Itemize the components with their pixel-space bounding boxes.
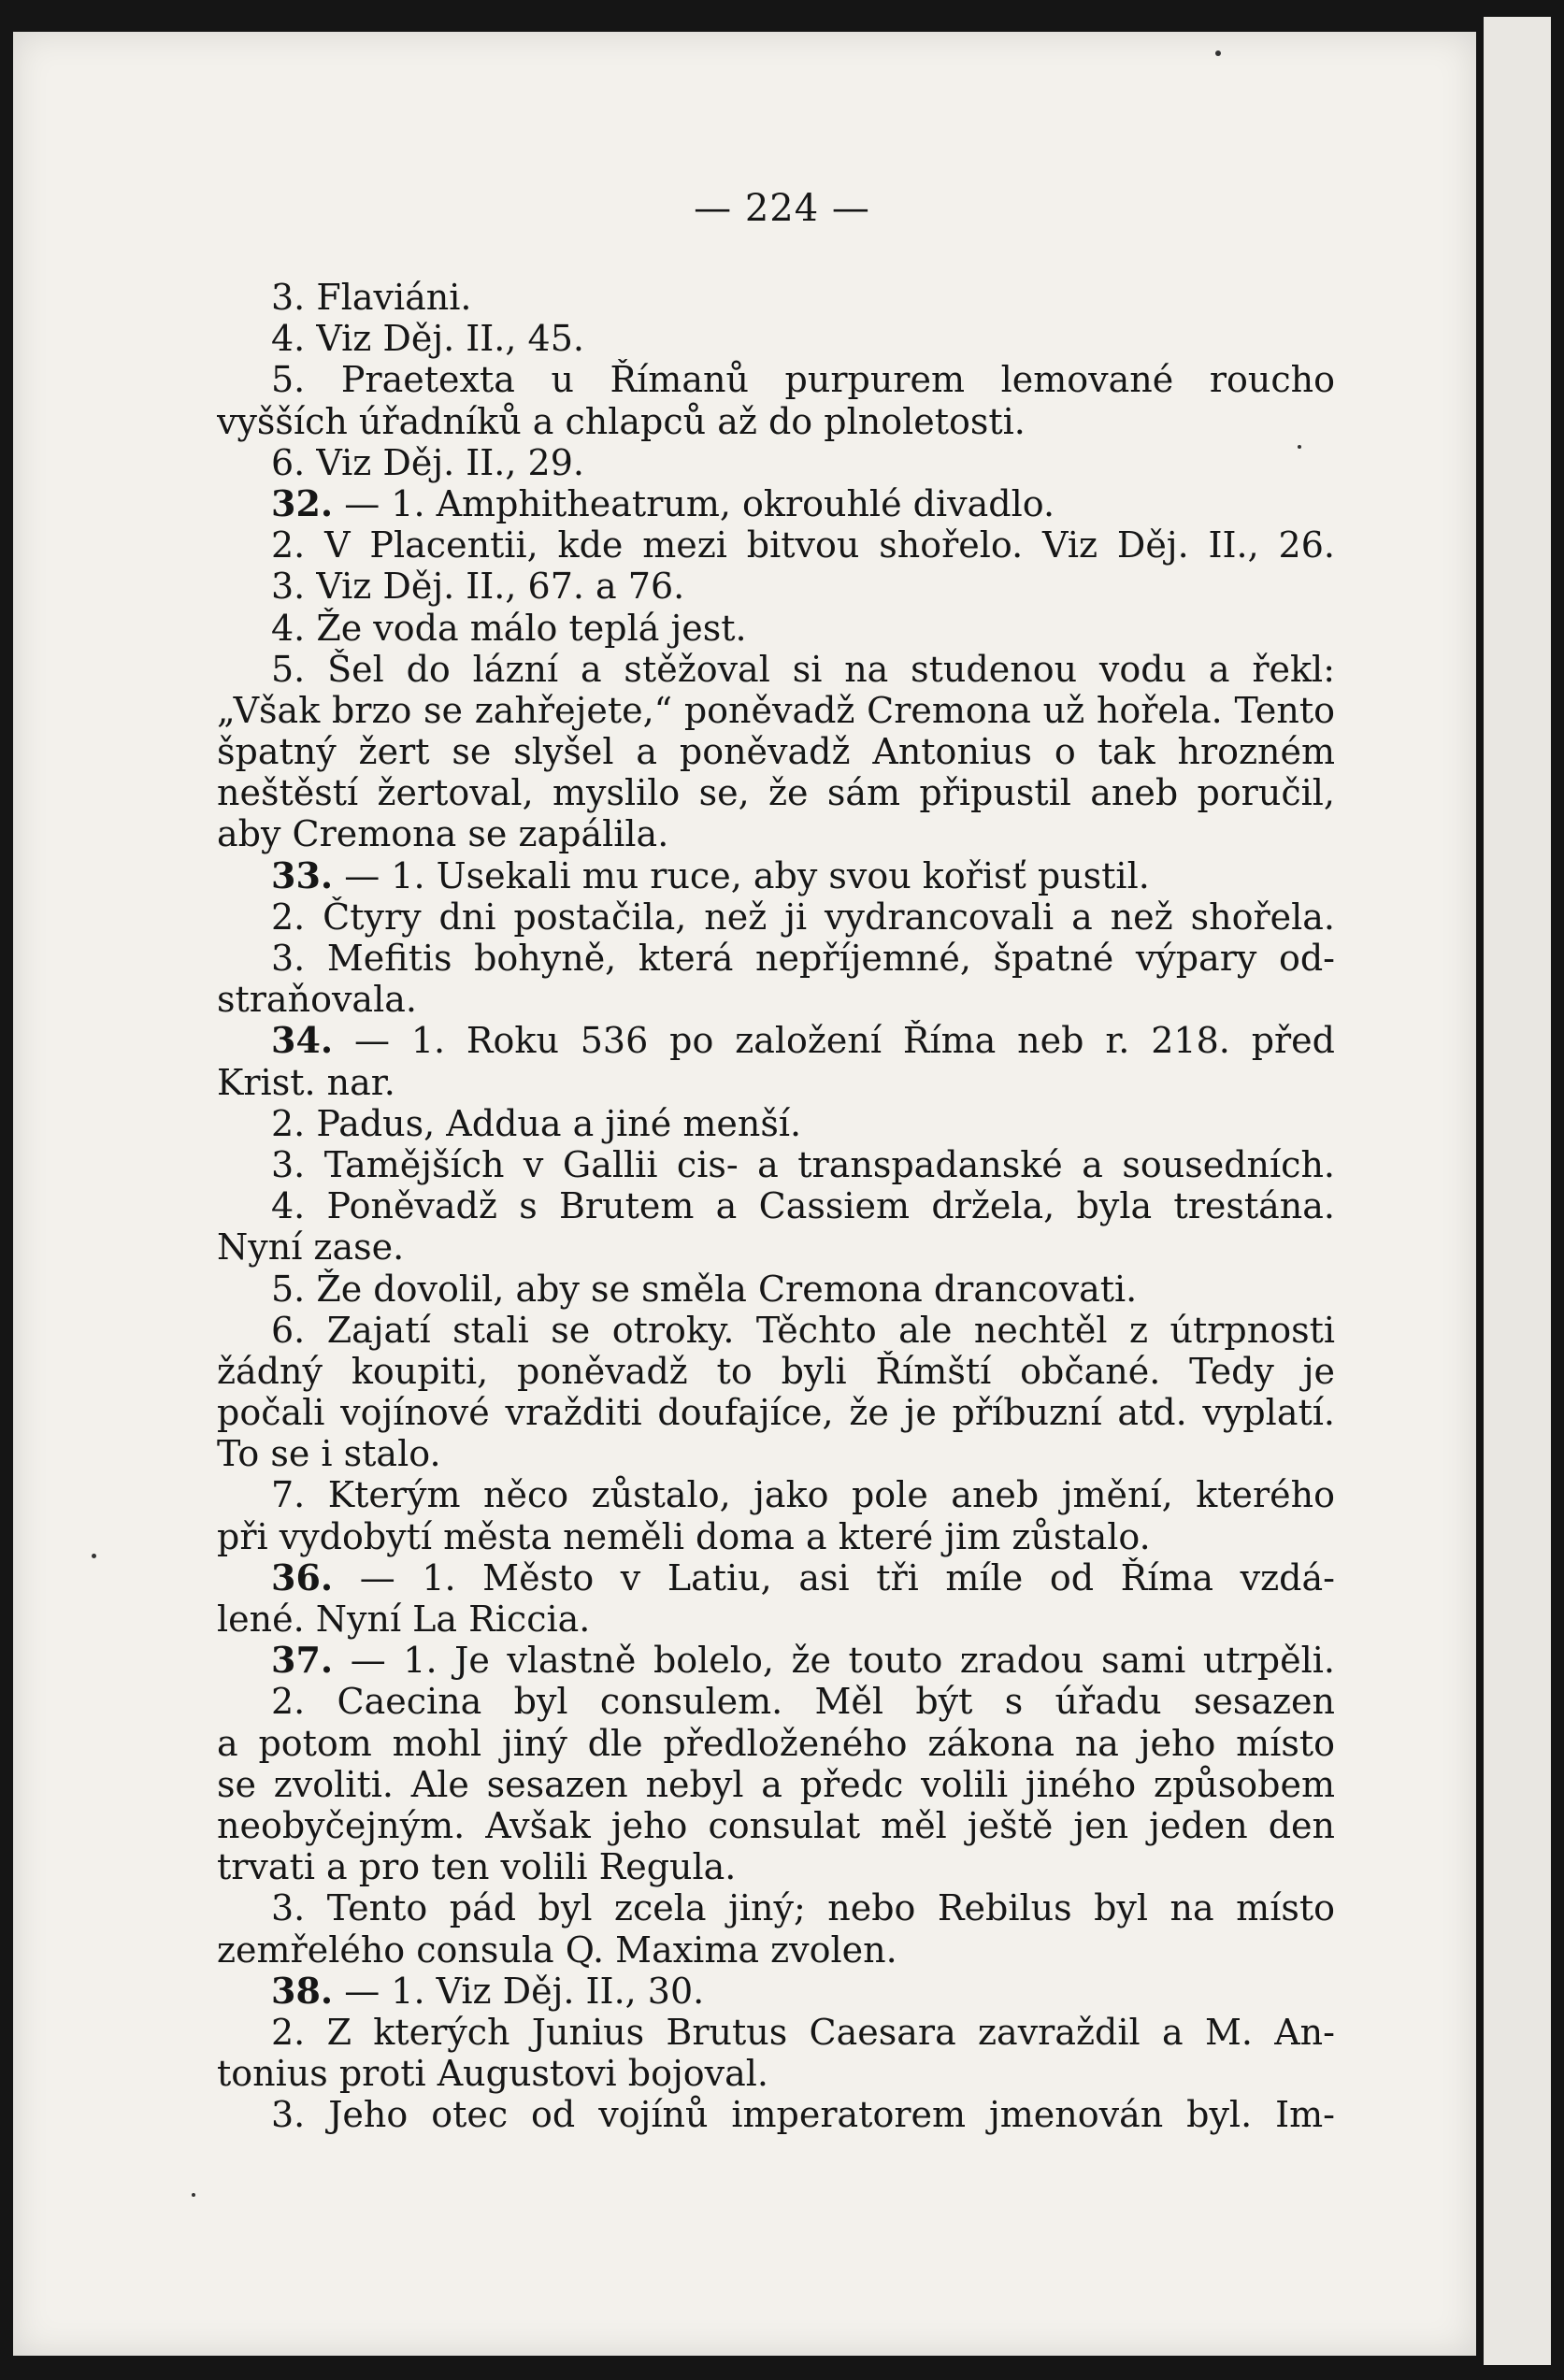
- text-line: počali vojínové vražditi doufajíce, že je příbuzní atd. vyplatí.: [217, 1392, 1335, 1434]
- text-line: při vydobytí města neměli doma a které jim zůstalo.: [217, 1515, 1151, 1557]
- text-line: 4. Viz Děj. II., 45.: [271, 318, 584, 360]
- text-line: 3. Mefitis bohyně, která nepříjemné, špatné výpary od-: [271, 938, 1335, 979]
- section-number: 33.: [271, 854, 334, 896]
- text-line: 2. Z kterých Junius Brutus Caesara zavraždil a M. An-: [271, 2011, 1335, 2053]
- scan-speck: [92, 1554, 96, 1558]
- scan-speck: [1215, 50, 1221, 56]
- text-line: žádný koupiti, poněvadž to byli Římští občané. Tedy je: [217, 1350, 1335, 1392]
- text-line: 5. Šel do lázní a stěžoval si na studenou vodu a řekl:: [271, 648, 1335, 690]
- page-number: — 224 —: [694, 187, 870, 230]
- text-line: neobyčejným. Avšak jeho consulat měl ještě jen jeden den: [217, 1804, 1335, 1846]
- text-line: Krist. nar.: [217, 1061, 395, 1103]
- text-line: 3. Tamějších v Gallii cis- a transpadanské a sousedních.: [271, 1143, 1335, 1185]
- text-line: a potom mohl jiný dle předloženého zákona na jeho místo: [217, 1722, 1335, 1764]
- text-line: 3. Tento pád byl zcela jiný; nebo Rebilus byl na místo: [271, 1887, 1335, 1929]
- text-line: Nyní zase.: [217, 1226, 405, 1269]
- text-line: 37. — 1. Je vlastně bolelo, že touto zradou sami utrpěli.: [271, 1640, 1335, 1682]
- text-line: zemřelého consula Q. Maxima zvolen.: [217, 1928, 897, 1971]
- text-line: 38. — 1. Viz Děj. II., 30.: [271, 1970, 705, 2012]
- text-line: 32. — 1. Amphitheatrum, okrouhlé divadlo.: [271, 482, 1055, 524]
- text-line: 6. Zajatí stali se otroky. Těchto ale nechtěl z útrpnosti: [271, 1309, 1335, 1351]
- facing-page-edge: [1484, 17, 1551, 2365]
- text-line: 2. Čtyry dni postačila, než ji vydrancovali a než shořela.: [271, 896, 1335, 938]
- text-line: 5. Praetexta u Římanů purpurem lemované roucho: [271, 359, 1335, 401]
- text-line: 3. Viz Děj. II., 67. a 76.: [271, 566, 685, 608]
- text-line: trvati a pro ten volili Regula.: [217, 1846, 737, 1888]
- section-number: 37.: [271, 1640, 334, 1682]
- text-line: To se i stalo.: [217, 1433, 441, 1475]
- text-line: straňovala.: [217, 979, 417, 1021]
- text-line: 36. — 1. Město v Latiu, asi tři míle od Říma vzdá-: [271, 1556, 1335, 1599]
- section-number: 34.: [271, 1020, 334, 1062]
- text-line: špatný žert se slyšel a poněvadž Antonius o tak hrozném: [217, 731, 1335, 773]
- text-line: „Však brzo se zahřejete,“ poněvadž Cremona už hořela. Tento: [217, 689, 1335, 731]
- text-line: 34. — 1. Roku 536 po založení Říma neb r. 218. před: [271, 1020, 1335, 1062]
- text-line: neštěstí žertoval, myslilo se, že sám připustil aneb poručil,: [217, 772, 1335, 814]
- text-line: vyšších úřadníků a chlapců až do plnoletosti.: [217, 400, 1026, 442]
- section-number: 32.: [271, 482, 334, 524]
- text-line: 7. Kterým něco zůstalo, jako pole aneb jmění, kterého: [271, 1474, 1335, 1516]
- text-line: tonius proti Augustovi bojoval.: [217, 2053, 768, 2095]
- text-line: 4. Že voda málo teplá jest.: [271, 607, 747, 649]
- scan-speck: [192, 2193, 195, 2197]
- text-line: 33. — 1. Usekali mu ruce, aby svou kořisť pustil.: [271, 854, 1150, 896]
- text-line: aby Cremona se zapálila.: [217, 813, 669, 855]
- text-line: 2. Padus, Addua a jiné menší.: [271, 1102, 802, 1144]
- section-number: 38.: [271, 1970, 334, 2012]
- text-line: se zvoliti. Ale sesazen nebyl a předc volili jiného způsobem: [217, 1763, 1335, 1805]
- text-line: 3. Flaviáni.: [271, 277, 472, 318]
- text-line: 4. Poněvadž s Brutem a Cassiem držela, byla trestána.: [271, 1185, 1335, 1227]
- page-body-text: [217, 277, 1335, 2135]
- scan-speck: [1298, 445, 1301, 449]
- text-line: lené. Nyní La Riccia.: [217, 1599, 591, 1640]
- text-line: 3. Jeho otec od vojínů imperatorem jmenován byl. Im-: [271, 2094, 1335, 2136]
- text-line: 5. Že dovolil, aby se směla Cremona drancovati.: [271, 1268, 1138, 1310]
- text-line: 2. Caecina byl consulem. Měl být s úřadu sesazen: [271, 1681, 1335, 1723]
- section-number: 36.: [271, 1556, 334, 1599]
- text-line: 2. V Placentii, kde mezi bitvou shořelo. Viz Děj. II., 26.: [271, 524, 1335, 566]
- text-line: 6. Viz Děj. II., 29.: [271, 441, 584, 483]
